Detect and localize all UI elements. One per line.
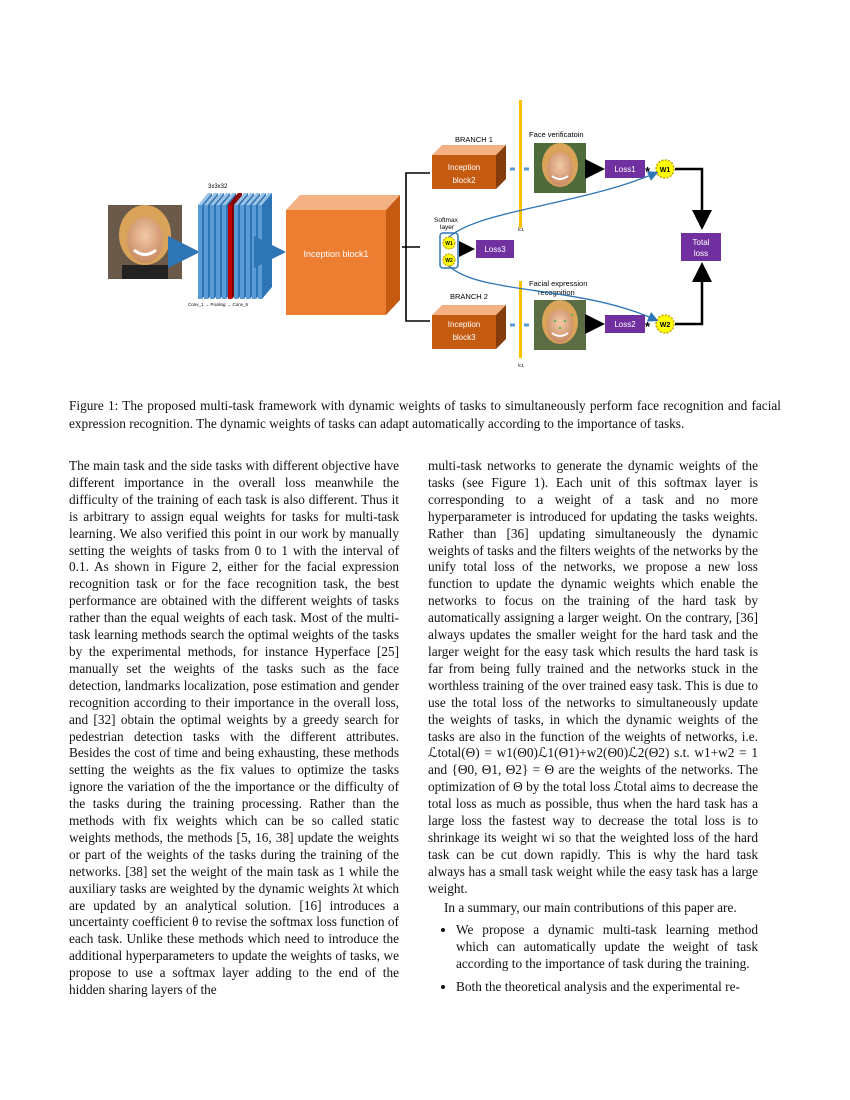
contribution-list: [428, 922, 758, 996]
left-paragraph: The main task and the side tasks with different objective have different importance in the overall loss meanwhile the difficulty of the training of each task is also different. Thus it is arbitrary to assign equal weights for tasks for multi-task learning. We also verified this point in our work by manually setting the weights of tasks from 0 to 1 with the interval of 0.1. As shown in Figure 2, either for the facial expression recognition task or for the face recognition task, the best performance are obtained with the different weights of tasks rather than the equal weights of each task. Most of the multi-task learning methods search the optimal weights of the tasks by the experimental methods, for instance Hyperface [25] manually set the weights of the tasks such as the face detection, landmarks localization, pose estimation and gender recognition according to their importance in the overall loss, and [32] obtain the optimal weights by a greedy search for pedestrian detection tasks with the different attributes. Besides the cost of time and being exhausting, these methods setting the weights as the fix values to optimize the tasks ignore the variation of the the importance or the difficulty of the tasks during the training processing. Rather than the methods with fix weights which can be so called static weights methods, the methods [5, 16, 38] update the weights or part of the weights of the tasks during the training of the networks. [38] set the weight of the main task as 1 while the auxiliary tasks are weighted by the dynamic weights λt which are updated by an analytical solution. [16] introduces a uncertainty coefficient θ to revise the softmax loss function of each task. Unlike these methods which need to introduce the additional hyperparameters to update the weights of tasks, we propose to use a softmax layer adding to the end of the hidden sharing layers of the: [69, 458, 399, 998]
right-paragraph-1: multi-task networks to generate the dynamic weights of the tasks (see Figure 1). Each unit of this softmax layer is corresponding to a weight of a task and no more hyperparameter is introduced for updating the tasks weights. Rather than [36] updating simultaneously the dynamic weights of tasks and the filters weights of the networks by the unify total loss of the networks, we propose a new loss function to update the dynamic weights which enable the networks to focus on the training of the hard task by automatically assigning a larger weight. On the contrary, [36] always updates the smaller weight for the hard task and the larger weight for the easy task which results the hard task is far from being fully trained and the networks stuck in the worthless training of the over trained easy task. This is due to use the total loss of the networks to simultaneously update the weights of tasks, in which the dynamic weights of the tasks are also in the function of the weights of networks, i.e. ℒtotal(Θ) = w1(Θ0)ℒ1(Θ1)+w2(Θ0)ℒ2(Θ2) s.t. w1+w2 = 1 and {Θ0, Θ1, Θ2} = Θ are the weights of the networks. The optimization of Θ by the total loss ℒtotal aims to decrease the total loss as much as possible, thus when the hard task has a large loss the fastest way to decrease the total loss is to shrinkage its weight wi so that the weighted loss of the hard task can be cut down rapidly. This is why the hard task always has a small task weight while the easy task has a large weight.: [428, 458, 758, 896]
input-face-image: [108, 205, 182, 279]
svg-text:Loss3: Loss3: [484, 245, 506, 254]
inception-block1: [286, 195, 400, 315]
total-loss-box: [681, 233, 721, 261]
svg-text:Inception: Inception: [447, 163, 481, 172]
svg-text:Inception block1: Inception block1: [303, 249, 369, 259]
conv-layer: [222, 205, 226, 299]
svg-text:Total: Total: [692, 238, 710, 247]
softmax-w1-unit: [443, 237, 455, 249]
conv-layer: [258, 205, 262, 299]
arrow-w2-total: [675, 267, 702, 324]
svg-text:W2: W2: [445, 258, 453, 264]
pooling-layer: [228, 205, 232, 299]
figure-caption: Figure 1: The proposed multi-task framework with dynamic weights of tasks to simultaneously perform face recognition and facial expression recognition. The dynamic weights of tasks can adapt automatically according to the importance of tasks.: [69, 398, 781, 431]
svg-text:W1: W1: [445, 241, 453, 247]
svg-text:W2: W2: [659, 322, 671, 329]
fc-top-label: fc1: [518, 227, 525, 232]
w2-weight-circle: [656, 315, 674, 333]
svg-text:Loss1: Loss1: [614, 165, 636, 174]
w1-weight-circle: [656, 160, 674, 178]
multiply-sign-1: *: [645, 164, 651, 179]
svg-text:block3: block3: [452, 333, 476, 342]
face-verification-label: Face verificatoin: [529, 130, 584, 139]
svg-text:Inception: Inception: [447, 320, 481, 329]
conv-caption-label: Conv_1 → Pooling → Conv_6: [188, 302, 249, 307]
fc-bottom-label: fc1: [518, 363, 525, 368]
facial-expression-label-1: Facial expression: [529, 279, 588, 288]
inception-block3: [432, 305, 506, 349]
conv-layer: [246, 205, 250, 299]
svg-text:block2: block2: [452, 176, 476, 185]
branch1-label: BRANCH 1: [455, 135, 493, 144]
list-item: • Both the theoretical analysis and the experimental re-: [456, 979, 758, 996]
conv-layer: [234, 205, 238, 299]
fc-bar-top: [519, 100, 522, 228]
svg-text:Loss2: Loss2: [614, 320, 636, 329]
split-connector: [402, 173, 430, 321]
loss3-box: [476, 240, 514, 258]
multiply-sign-2: *: [645, 319, 651, 334]
fc-bar-bottom: [519, 281, 522, 358]
svg-text:W1: W1: [659, 167, 671, 174]
list-item: • We propose a dynamic multi-task learning method which can automatically update the weight of task according to the importance of task during the training.: [456, 922, 758, 973]
conv-layer: [204, 205, 208, 299]
softmax-label-1: Softmax: [434, 217, 458, 224]
loss1-box: [605, 160, 645, 178]
loss2-box: [605, 315, 645, 333]
arrow-w1-total: [675, 169, 702, 225]
conv-layer: [240, 205, 244, 299]
branch2-label: BRANCH 2: [450, 292, 488, 301]
softmax-w2-unit: [443, 254, 455, 266]
conv-layers-stack: [198, 193, 272, 299]
right-paragraph-2: In a summary, our main contributions of this paper are.: [444, 899, 737, 915]
conv-layer: [216, 205, 220, 299]
conv-layer: [198, 205, 202, 299]
face-image-top: [534, 143, 586, 193]
conv-layer: [252, 205, 256, 299]
framework-figure: [100, 95, 750, 375]
layer-side-face: [262, 193, 272, 299]
left-column: [69, 458, 399, 999]
facial-expression-label-2: recognition: [538, 288, 575, 297]
conv-size-label: 3x3x32: [208, 184, 228, 190]
softmax-label-2: layer: [440, 224, 455, 231]
face-image-bottom: [534, 300, 586, 350]
inception-block2: [432, 145, 506, 189]
svg-text:loss: loss: [693, 249, 709, 258]
conv-layer: [210, 205, 214, 299]
right-column: [428, 458, 758, 1002]
